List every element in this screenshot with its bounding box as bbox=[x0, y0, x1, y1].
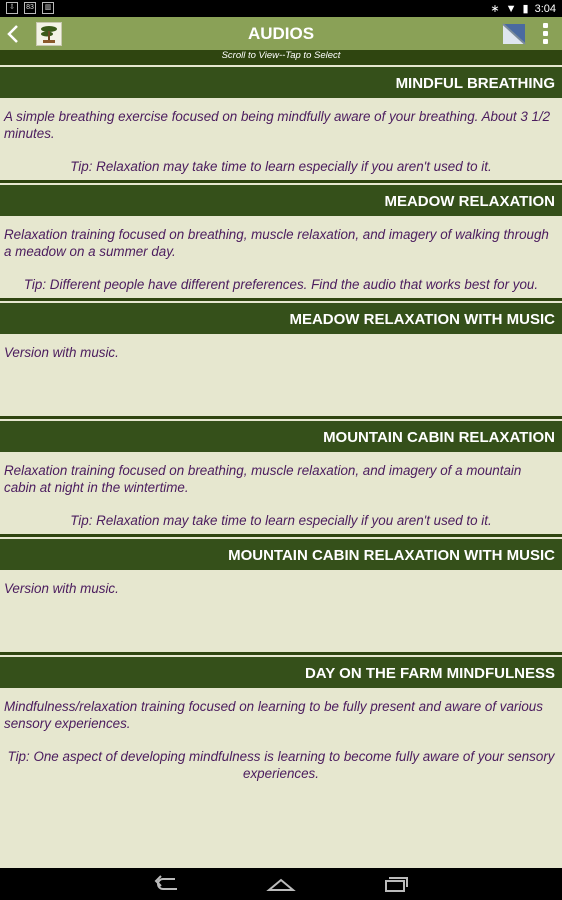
audio-title[interactable]: MOUNTAIN CABIN RELAXATION WITH MUSIC bbox=[0, 539, 562, 570]
page-title: AUDIOS bbox=[247, 24, 315, 43]
audio-tip: Tip: Relaxation may take time to learn especially if you aren't used to it. bbox=[70, 159, 492, 174]
list-item[interactable] bbox=[0, 298, 562, 411]
list-item[interactable] bbox=[0, 180, 562, 293]
audio-description: Version with music. bbox=[4, 345, 119, 360]
audio-description: Relaxation training focused on breathing, muscle relaxation, and imagery of a mountain cabin at night in the wintertime. bbox=[4, 463, 522, 495]
audio-description: Version with music. bbox=[4, 581, 119, 596]
divider bbox=[0, 298, 562, 301]
battery-number-icon: 83 bbox=[24, 2, 36, 14]
action-bar bbox=[0, 17, 562, 50]
status-bar bbox=[0, 0, 562, 17]
home-nav-icon[interactable] bbox=[266, 874, 296, 894]
download-icon: ⇩ bbox=[6, 2, 18, 14]
list-item[interactable] bbox=[0, 416, 562, 529]
audio-list[interactable] bbox=[0, 62, 562, 868]
audio-title[interactable]: MOUNTAIN CABIN RELAXATION bbox=[0, 421, 562, 452]
bluetooth-icon: ∗ bbox=[490, 3, 500, 15]
audio-title[interactable]: DAY ON THE FARM MINDFULNESS bbox=[0, 657, 562, 688]
divider bbox=[0, 416, 562, 419]
audio-tip: Tip: Different people have different preferences. Find the audio that works best for you. bbox=[23, 277, 539, 292]
recents-nav-icon[interactable] bbox=[380, 874, 410, 894]
back-nav-icon[interactable] bbox=[153, 874, 183, 894]
list-item[interactable] bbox=[0, 534, 562, 647]
battery-icon: ▮ bbox=[522, 3, 529, 15]
scroll-hint: Scroll to View--Tap to Select bbox=[0, 50, 562, 62]
audio-description: A simple breathing exercise focused on being mindfully aware of your breathing. About 3 1/2 minutes. bbox=[4, 109, 551, 141]
audio-title[interactable]: MINDFUL BREATHING bbox=[0, 67, 562, 98]
overflow-menu-icon[interactable] bbox=[540, 21, 550, 47]
audio-tip: Tip: Relaxation may take time to learn especially if you aren't used to it. bbox=[70, 513, 492, 528]
divider bbox=[0, 534, 562, 537]
barcode-icon: ▥ bbox=[42, 2, 54, 14]
audio-title[interactable]: MEADOW RELAXATION bbox=[0, 185, 562, 216]
divider bbox=[0, 652, 562, 655]
divider bbox=[0, 180, 562, 183]
audio-tip: Tip: One aspect of developing mindfulness is learning to become fully aware of your sensory experiences. bbox=[7, 749, 555, 781]
clock: 3:04 bbox=[534, 2, 556, 15]
flag-icon[interactable] bbox=[502, 23, 526, 45]
navigation-bar bbox=[0, 868, 562, 900]
audio-description: Relaxation training focused on breathing, muscle relaxation, and imagery of walking through a meadow on a summer day. bbox=[4, 227, 549, 259]
list-item[interactable] bbox=[0, 62, 562, 175]
audio-title[interactable]: MEADOW RELAXATION WITH MUSIC bbox=[0, 303, 562, 334]
audio-description: Mindfulness/relaxation training focused on learning to be fully present and aware of various sensory experiences. bbox=[4, 699, 543, 731]
divider bbox=[0, 62, 562, 65]
list-item[interactable] bbox=[0, 652, 562, 782]
wifi-icon: ▼ bbox=[505, 2, 517, 15]
